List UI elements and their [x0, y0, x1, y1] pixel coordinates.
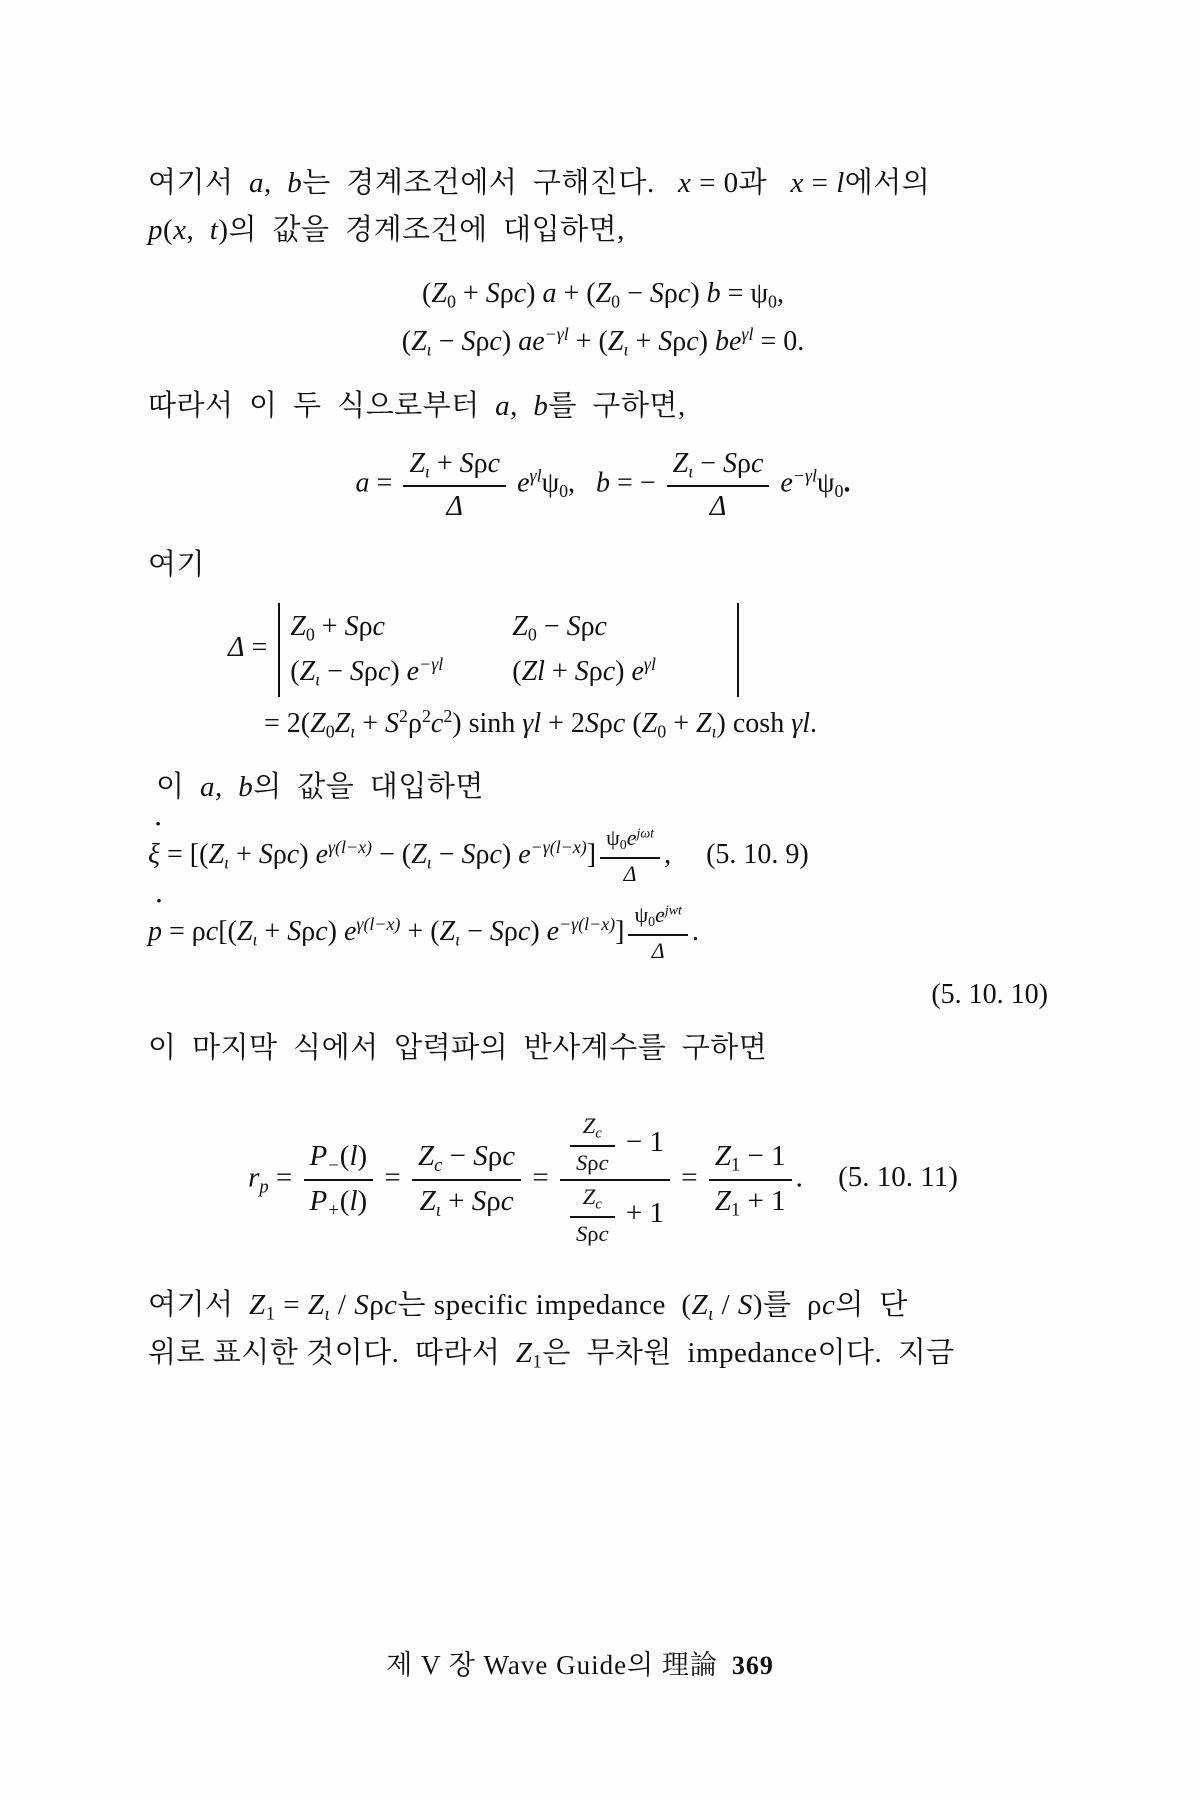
paragraph-5-text: 이 마지막 식에서 압력파의 반사계수를 구하면	[148, 1031, 768, 1064]
fraction-z1-denominator: Z1 + 1	[714, 1184, 786, 1221]
determinant-matrix	[278, 603, 739, 697]
equation-delta-determinant	[148, 603, 1058, 750]
paragraph-1-line-2: p(x, t)의 값을 경계조건에 대입하면,	[148, 213, 625, 246]
equation-ab-solution	[148, 446, 1058, 524]
fraction-pressure-numerator: $P_-(l)$	[304, 1138, 374, 1181]
fraction-a-denominator: Δ	[446, 491, 463, 523]
fraction-impedance-ratio	[412, 1138, 521, 1222]
determinant-cell-1-1: Z0 + Sρc	[290, 611, 385, 645]
paragraph-4	[148, 764, 1058, 811]
fraction-zc-top-num: $Z_c$	[570, 1112, 615, 1147]
determinant-cell-1-2: Z0 − Sρc	[512, 611, 607, 645]
paragraph-6-line-2: 위로 표시한 것이다. 따라서 Z1은 무차원 impedance이다. 지금	[148, 1336, 955, 1373]
determinant-row-1	[290, 605, 727, 650]
paragraph-2-text: 따라서 이 두 식으로부터 a, b를 구하면,	[148, 390, 686, 423]
determinant-row-2	[290, 650, 727, 695]
equation-boundary-line-1: (Z0 + Sρc) a + (Z0 − Sρc) b = ψ0,	[422, 277, 784, 312]
fraction-z1	[709, 1138, 792, 1222]
fraction-nested	[560, 1112, 670, 1248]
fraction-impedance-numerator: $Z_c - S\rho c$	[412, 1138, 521, 1181]
paragraph-3	[148, 542, 1058, 589]
fraction-impedance-denominator: $Z_\iota + S\rho c$	[419, 1184, 514, 1221]
fraction-a	[403, 446, 506, 524]
xi-dot-symbol: ξ ·	[148, 828, 160, 881]
page-content	[148, 160, 1058, 1387]
fraction-psi-numerator-2: $\psi 0e^{jwt}$	[628, 902, 687, 936]
equation-delta-line-2: = $2(Z0Z_\iota + S^2\rho^2c^2)$ sinh γl + 2Sρc $(Z0 + Z_\iota)$ cosh γl.	[264, 705, 818, 742]
fraction-psi-exp-jwt-2	[628, 902, 687, 965]
equation-delta-line-1: Δ = Z0 + Sρc Z0 − Sρc $(Z_\iota - S\rho c)$ $e^{-\gamma l}$ (Zl + Sρc) $e^{\gamma l}$	[228, 603, 1058, 697]
fraction-b-denominator: Δ	[709, 491, 727, 523]
equation-number-5-10-10: (5. 10. 10)	[931, 978, 1048, 1010]
equation-5-10-10-line: p · = $\rho c[(Z_\iota + S\rho c) e^{\gamma(l-x)} + (Z_\iota - S\rho c)$ $e^{-\gamma(l-x)}$] $\frac{\psi 0e^{jwt}}{\Delta}$ .	[148, 902, 1058, 965]
fraction-psi-numerator: $\psi 0e^{j\omega t}$	[600, 825, 660, 859]
fraction-zc-bottom-den: Sρc	[575, 1220, 609, 1246]
fraction-b-numerator: $Z_\iota - S\rho c$	[667, 446, 770, 487]
paragraph-5	[148, 1025, 1058, 1072]
equation-5-10-11-line: $r_p$ = $\frac{P_-(l)}{P_+(l)}$ = $\frac{Z_c - S\rho c}{Z_\iota + S\rho c}$ = $\frac{Z_c}{\text{Sρc}}$ − 1 $\frac{Z_c}{\text{Sρc}}$ + 1 = $\frac{Z1 - 1}{Z1 + 1}$ . (5. 10. 11)	[148, 1112, 1058, 1248]
fraction-zc-spc-top	[570, 1112, 615, 1177]
fraction-b	[667, 446, 770, 524]
fraction-pressure-denominator: $P_+(l)$	[309, 1184, 368, 1221]
fraction-psi-denominator-2: Δ	[651, 938, 665, 963]
fraction-psi-exp-jwt	[600, 825, 660, 888]
fraction-zc-spc-bottom	[570, 1183, 615, 1248]
equation-number-5-10-9: (5. 10. 9)	[706, 838, 809, 870]
p-dot-symbol: p ·	[148, 905, 162, 958]
equation-number-5-10-11: (5. 10. 11)	[838, 1161, 958, 1194]
equation-5-10-10	[148, 902, 1058, 965]
paragraph-2	[148, 383, 1058, 430]
fraction-zc-top-den: Sρc	[575, 1149, 609, 1175]
fraction-z1-numerator: Z1 − 1	[709, 1138, 792, 1181]
paragraph-6	[148, 1282, 1058, 1378]
fraction-a-numerator: $Z_\iota + S\rho c$	[403, 446, 506, 487]
paragraph-4-text: 이 a, b의 값을 대입하면	[156, 770, 484, 803]
fraction-psi-denominator: Δ	[623, 861, 637, 886]
footer-page-number: 369	[731, 1651, 774, 1680]
fraction-nested-numerator: $\frac{Z_c}{\text{Sρc}}$ − 1	[560, 1112, 670, 1181]
paragraph-1-line-1: 여기서 a, b는 경계조건에서 구해진다. x = 0과 x = l에서의	[148, 167, 931, 199]
determinant-cell-2-1: $(Z_\iota - S\rho c)$ $e^{-\gamma l}$	[290, 654, 444, 690]
paragraph-3-text: 여기	[148, 549, 206, 582]
paragraph-6-line-1: 여기서 $Z1 = Z_\iota / S\rho c$는 specific impedance $(Z_\iota / S)$를 ρc의 단	[148, 1288, 908, 1325]
equation-5-10-11	[148, 1112, 1058, 1248]
fraction-nested-denominator: $\frac{Z_c}{\text{Sρc}}$ + 1	[560, 1181, 670, 1248]
page-footer	[0, 1643, 1200, 1682]
equation-5-10-9-line: ξ · = [$(Z_\iota + S\rho c) e^{\gamma(l-x)} - (Z_\iota - S\rho c)$ $e^{-\gamma(l-x)}$] $\frac{\psi 0e^{j\omega t}}{\Delta}$ , (5. 10. 9)	[148, 825, 1058, 888]
fraction-pressure-ratio	[304, 1138, 374, 1222]
equation-boundary-conditions	[148, 270, 1058, 365]
fraction-zc-bottom-num: $Z_c$	[570, 1183, 615, 1218]
footer-chapter-title: 제 V 장 Wave Guide의 理論	[386, 1650, 718, 1680]
equation-ab-solution-line: a = $\frac{Z_\iota + S\rho c}{\Delta}$ $e^{\gamma l}\psi 0$, b = − $\frac{Z_\iota - S\rho c}{\Delta}$ $e^{-\gamma l}\psi 0$.	[355, 448, 851, 523]
equation-boundary-line-2: $(Z_\iota - S\rho c) ae^{-\gamma l} + (Z_\iota + S\rho c) be^{\gamma l} = 0$.	[401, 323, 805, 360]
determinant-cell-2-2: (Zl + Sρc) $e^{\gamma l}$	[512, 654, 656, 687]
paragraph-1	[148, 160, 1058, 254]
equation-5-10-9	[148, 825, 1058, 888]
